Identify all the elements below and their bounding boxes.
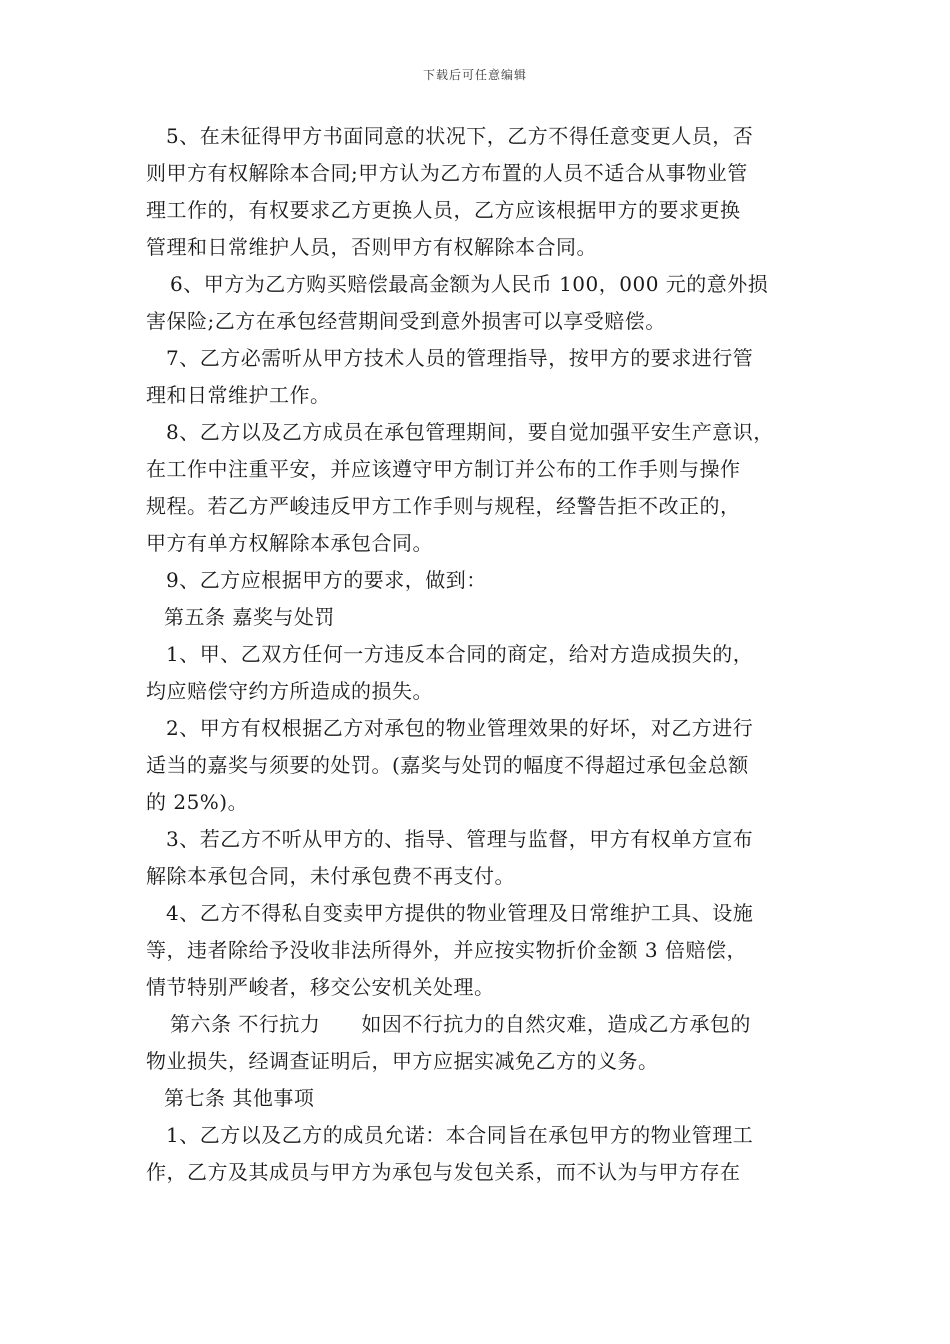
article-5-item-3 [146,821,816,895]
clause-item-8 [146,414,816,562]
text-line: 3、若乙方不听从甲方的、指导、管理与监督，甲方有权单方宣布 [166,827,754,851]
text-line: 9、乙方应根据甲方的要求，做到： [166,568,487,592]
text-line: 第五条 嘉奖与处罚 [164,605,335,629]
clause-item-7 [146,340,816,414]
clause-item-9 [146,562,816,599]
page-header-note: 下载后可任意编辑 [422,68,527,82]
text-line: 甲方有单方权解除本承包合同。 [146,531,433,555]
text-line: 第七条 其他事项 [164,1086,315,1110]
text-line: 规程。若乙方严峻违反甲方工作手则与规程，经警告拒不改正的， [146,494,741,518]
text-line: 第六条 不行抗力 如因不行抗力的自然灾难，造成乙方承包的 [170,1012,751,1036]
text-line: 6、甲方为乙方购买赔偿最高金额为人民币 100，000 元的意外损 [170,272,769,296]
text-line: 适当的嘉奖与须要的处罚。(嘉奖与处罚的幅度不得超过承包金总额 [146,753,749,777]
text-line: 5、在未征得甲方书面同意的状况下，乙方不得任意变更人员，否 [166,124,754,148]
article-5-item-4 [146,895,816,1006]
text-line: 1、乙方以及乙方的成员允诺：本合同旨在承包甲方的物业管理工 [166,1123,754,1147]
article-5-item-1 [146,636,816,710]
text-line: 4、乙方不得私自变卖甲方提供的物业管理及日常维护工具、设施 [166,901,754,925]
text-line: 理工作的，有权要求乙方更换人员，乙方应该根据甲方的要求更换 [146,198,741,222]
clause-item-5 [146,118,816,266]
text-line: 2、甲方有权根据乙方对承包的物业管理效果的好坏，对乙方进行 [166,716,754,740]
text-line: 解除本承包合同，未付承包费不再支付。 [146,864,515,888]
text-line: 作，乙方及其成员与甲方为承包与发包关系，而不认为与甲方存在 [146,1160,741,1184]
article-7-item-1 [146,1117,816,1191]
text-line: 7、乙方必需听从甲方技术人员的管理指导，按甲方的要求进行管 [166,346,754,370]
clause-item-6 [146,266,816,340]
text-line: 在工作中注重平安，并应该遵守甲方制订并公布的工作手则与操作 [146,457,741,481]
article-5-item-2 [146,710,816,821]
article-6-force-majeure [146,1006,816,1080]
text-line: 管理和日常维护人员，否则甲方有权解除本合同。 [146,235,597,259]
text-line: 1、甲、乙双方任何一方违反本合同的商定，给对方造成损失的， [166,642,754,666]
text-line: 8、乙方以及乙方成员在承包管理期间，要自觉加强平安生产意识， [166,420,774,444]
text-line: 则甲方有权解除本合同;甲方认为乙方布置的人员不适合从事物业管 [146,161,748,185]
text-line: 均应赔偿守约方所造成的损失。 [146,679,433,703]
text-line: 理和日常维护工作。 [146,383,331,407]
text-line: 等，违者除给予没收非法所得外，并应按实物折价金额 3 倍赔偿， [146,938,747,962]
article-5-heading [146,599,816,636]
article-7-heading [146,1080,816,1117]
document-body [146,118,816,1191]
text-line: 情节特别严峻者，移交公安机关处理。 [146,975,495,999]
text-line: 物业损失，经调查证明后，甲方应据实减免乙方的义务。 [146,1049,659,1073]
text-line: 害保险;乙方在承包经营期间受到意外损害可以享受赔偿。 [146,309,666,333]
text-line: 的 25%)。 [146,790,249,814]
